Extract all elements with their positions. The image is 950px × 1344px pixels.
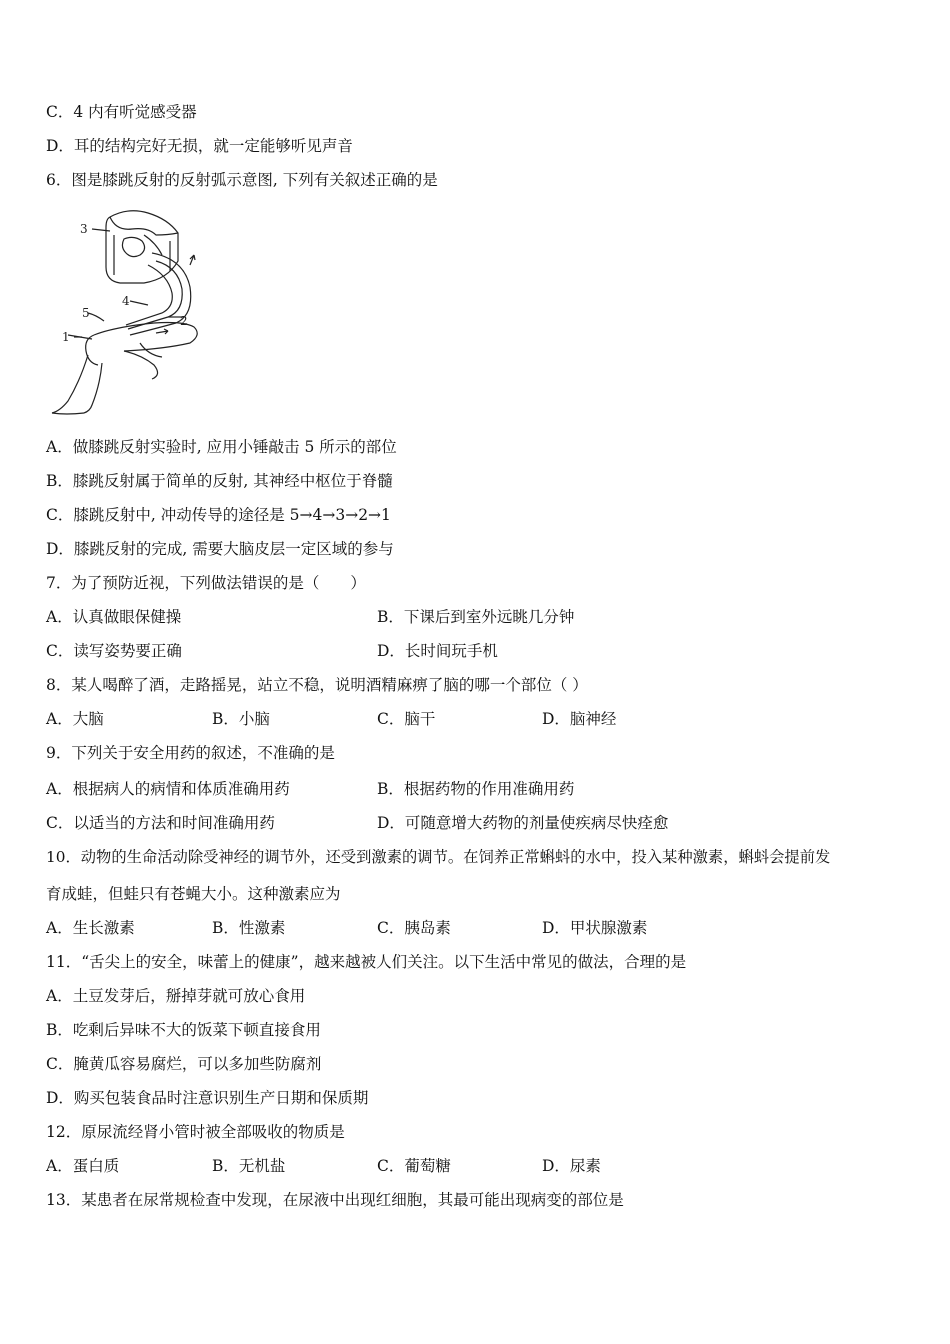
q6-option-d: D．膝跳反射的完成, 需要大脑皮层一定区域的参与 bbox=[46, 540, 394, 558]
q6-option-b: B．膝跳反射属于简单的反射, 其神经中枢位于脊髓 bbox=[46, 472, 393, 490]
q11-option-b: B．吃剩后异味不大的饭菜下顿直接食用 bbox=[46, 1021, 321, 1039]
q8-option-a: A．大脑 bbox=[46, 710, 104, 728]
q9-option-b: B．根据药物的作用准确用药 bbox=[377, 780, 575, 798]
q10-option-d: D．甲状腺激素 bbox=[542, 919, 648, 937]
q5-option-d: D．耳的结构完好无损，就一定能够听见声音 bbox=[46, 137, 353, 155]
q8-option-d: D．脑神经 bbox=[542, 710, 617, 728]
q9-option-a: A．根据病人的病情和体质准确用药 bbox=[46, 780, 290, 798]
figure-label-4: 4 bbox=[122, 294, 130, 308]
knee-jerk-reflex-arc-figure bbox=[44, 205, 210, 417]
q12-option-d: D．尿素 bbox=[542, 1157, 601, 1175]
q11-stem: 11．“舌尖上的安全，味蕾上的健康”，越来越被人们关注。以下生活中常见的做法，合理的是 bbox=[46, 953, 687, 971]
q6-option-a: A．做膝跳反射实验时, 应用小锤敲击 5 所示的部位 bbox=[46, 438, 397, 456]
q6-stem: 6．图是膝跳反射的反射弧示意图, 下列有关叙述正确的是 bbox=[46, 171, 438, 189]
q12-option-a: A．蛋白质 bbox=[46, 1157, 120, 1175]
q10-option-a: A．生长激素 bbox=[46, 919, 135, 937]
q10-option-c: C．胰岛素 bbox=[377, 919, 451, 937]
q13-stem: 13．某患者在尿常规检查中发现，在尿液中出现红细胞，其最可能出现病变的部位是 bbox=[46, 1191, 624, 1209]
q9-option-c: C．以适当的方法和时间准确用药 bbox=[46, 814, 275, 832]
q5-option-c: C．4 内有听觉感受器 bbox=[46, 103, 197, 121]
q7-option-b: B．下课后到室外远眺几分钟 bbox=[377, 608, 575, 626]
q7-option-a: A．认真做眼保健操 bbox=[46, 608, 182, 626]
q9-option-d: D．可随意增大药物的剂量使疾病尽快痊愈 bbox=[377, 814, 669, 832]
q8-option-c: C．脑干 bbox=[377, 710, 436, 728]
q7-option-d: D．长时间玩手机 bbox=[377, 642, 498, 660]
figure-label-3: 3 bbox=[80, 222, 88, 236]
q11-option-d: D．购买包装食品时注意识别生产日期和保质期 bbox=[46, 1089, 369, 1107]
q8-option-b: B．小脑 bbox=[212, 710, 270, 728]
q10-stem-line2: 育成蛙，但蛙只有苍蝇大小。这种激素应为 bbox=[46, 885, 341, 903]
figure-label-5: 5 bbox=[82, 306, 90, 320]
q11-option-c: C．腌黄瓜容易腐烂，可以多加些防腐剂 bbox=[46, 1055, 322, 1073]
q10-option-b: B．性激素 bbox=[212, 919, 286, 937]
q12-option-b: B．无机盐 bbox=[212, 1157, 286, 1175]
q11-option-a: A．土豆发芽后，掰掉芽就可放心食用 bbox=[46, 987, 306, 1005]
q7-stem: 7．为了预防近视，下列做法错误的是（ ） bbox=[46, 574, 366, 592]
q9-stem: 9．下列关于安全用药的叙述，不准确的是 bbox=[46, 744, 335, 762]
figure-label-1: 1 bbox=[62, 330, 70, 344]
q10-stem-line1: 10．动物的生命活动除受神经的调节外，还受到激素的调节。在饲养正常蝌蚪的水中，投入某种激素，蝌蚪会提前发 bbox=[46, 848, 831, 866]
q12-stem: 12．原尿流经肾小管时被全部吸收的物质是 bbox=[46, 1123, 345, 1141]
q6-option-c: C．膝跳反射中, 冲动传导的途径是 5→4→3→2→1 bbox=[46, 506, 391, 524]
q7-option-c: C．读写姿势要正确 bbox=[46, 642, 182, 660]
figure-label-2: 2 bbox=[180, 314, 188, 328]
q8-stem: 8．某人喝醉了酒，走路摇晃，站立不稳，说明酒精麻痹了脑的哪一个部位（ ） bbox=[46, 676, 588, 694]
q12-option-c: C．葡萄糖 bbox=[377, 1157, 451, 1175]
